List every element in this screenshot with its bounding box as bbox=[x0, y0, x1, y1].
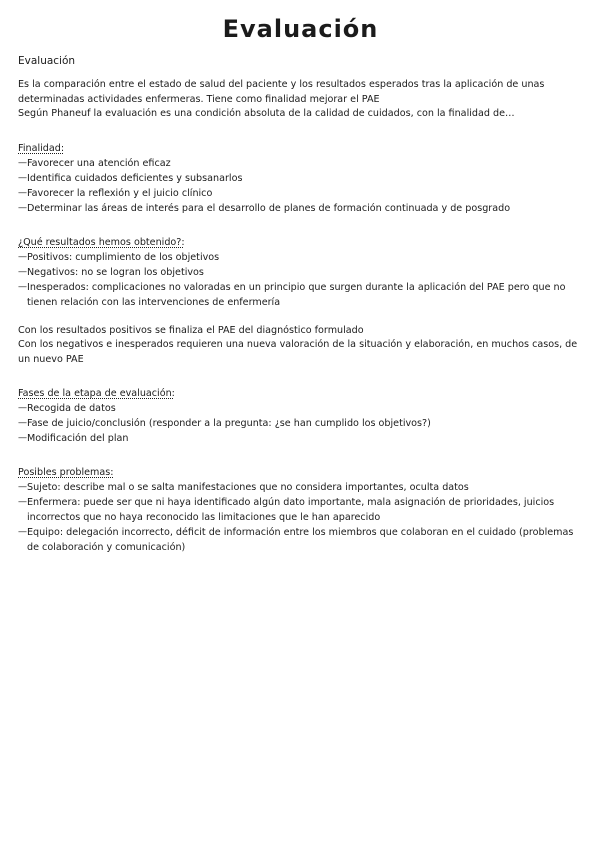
list-item: — Sujeto: describe mal o se salta manifestaciones que no considera importantes, oculta datos bbox=[18, 480, 583, 495]
intro-paragraph: Según Phaneuf la evaluación es una condición absoluta de la calidad de cuidados, con la finalidad de… bbox=[18, 108, 515, 119]
conclusion-paragraph: Con los resultados positivos se finaliza el PAE del diagnóstico formulado bbox=[18, 324, 364, 336]
list-item: — Modificación del plan bbox=[18, 431, 583, 446]
list-item: — Enfermera: puede ser que ni haya identificado algún dato importante, mala asignación de prioridades, juicios incorrectos que no haya reconocido las limitaciones que le han aparecido bbox=[18, 495, 583, 525]
intro-paragraph: Es la comparación entre el estado de salud del paciente y los resultados esperados tras la aplicación de unas determinadas actividades enfermeras. Tiene como finalidad mejorar el PAE bbox=[18, 79, 545, 105]
fases-heading: Fases de la etapa de evaluación: bbox=[18, 388, 175, 399]
section-subtitle: Evaluación bbox=[18, 55, 76, 67]
finalidad-heading: Finalidad: bbox=[18, 142, 65, 154]
list-item: — Inesperados: complicaciones no valoradas en un principio que surgen durante la aplicación del PAE pero que no tienen relación con las intervenciones de enfermería bbox=[18, 280, 583, 310]
list-item: — Favorecer una atención eficaz bbox=[18, 156, 583, 171]
list-item: — Identifica cuidados deficientes y subsanarlos bbox=[18, 171, 583, 186]
conclusion-paragraph: Con los negativos e inesperados requieren una nueva valoración de la situación y elaboración, en muchos casos, de un nuevo PAE bbox=[18, 339, 578, 365]
problemas-heading: Posibles problemas: bbox=[18, 467, 114, 478]
list-item: — Favorecer la reflexión y el juicio clínico bbox=[18, 186, 583, 201]
page-title: Evaluación bbox=[222, 15, 379, 43]
list-item: — Equipo: delegación incorrecto, déficit de información entre los miembros que colaboran en el cuidado (problemas de colaboración y comunicación) bbox=[18, 525, 583, 555]
list-item: — Fase de juicio/conclusión (responder a la pregunta: ¿se han cumplido los objetivos?) bbox=[18, 416, 583, 431]
list-item: — Negativos: no se logran los objetivos bbox=[18, 265, 583, 280]
list-item: — Recogida de datos bbox=[18, 401, 583, 416]
resultados-heading: ¿Qué resultados hemos obtenido?: bbox=[18, 236, 185, 248]
list-item: — Positivos: cumplimiento de los objetivos bbox=[18, 250, 583, 265]
list-item: — Determinar las áreas de interés para el desarrollo de planes de formación continuada y de posgrado bbox=[18, 201, 583, 216]
